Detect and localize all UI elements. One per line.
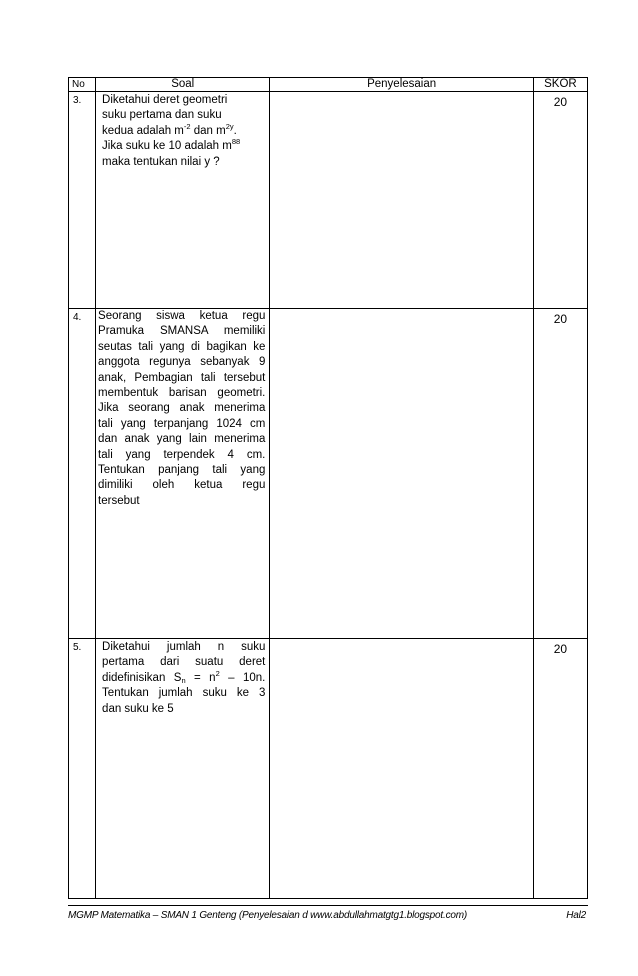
question-line: Seorang siswa ketua regu [98, 310, 266, 322]
table-row [69, 639, 588, 899]
table-row [69, 92, 588, 309]
question-text-part: = n [185, 671, 216, 684]
answer-cell[interactable] [270, 639, 534, 899]
question-text [96, 639, 269, 717]
table-row [69, 309, 588, 639]
question-text [96, 92, 269, 170]
question-line: tali yang terpendek 4 cm. [98, 448, 266, 461]
question-line: membentuk barisan geometri. [98, 387, 266, 400]
header-penyelesaian: Penyelesaian [270, 78, 534, 92]
footer-source: MGMP Matematika – SMAN 1 Genteng (Penyelesaian d www.abdullahmatgtg1.blogspot.com) [68, 910, 467, 921]
question-line: maka tentukan nilai y ? [102, 155, 220, 168]
question-text-part: kedua adalah m [102, 124, 184, 137]
question-line: tali yang terpanjang 1024 cm [98, 417, 266, 430]
question-line [102, 121, 265, 139]
page-footer [68, 905, 588, 921]
question-line: Diketahui deret geometri [102, 94, 228, 106]
question-text-part: . [233, 124, 237, 137]
question-line: tersebut [98, 494, 140, 507]
exponent: 88 [231, 137, 241, 147]
question-line: dan suku ke 5 [102, 702, 174, 715]
question-text-part: dan m [190, 124, 226, 137]
question-text-part: – 10n. [219, 671, 266, 684]
question-line: Tentukan jumlah suku ke 3 [102, 687, 266, 700]
question-line: Jika seorang anak menerima [98, 402, 266, 415]
question-table [68, 77, 588, 899]
score-cell: 20 [533, 309, 587, 639]
question-line: Tentukan panjang tali yang [98, 464, 266, 477]
header-no: No [69, 78, 96, 92]
answer-cell[interactable] [270, 309, 534, 639]
question-line [102, 668, 266, 686]
score-cell: 20 [533, 92, 587, 309]
row-number: 5. [69, 639, 96, 899]
exponent: 2 [215, 668, 220, 678]
page-number: Hal2 [566, 910, 586, 921]
question-line: Diketahui jumlah n suku [102, 641, 266, 653]
answer-cell[interactable] [270, 92, 534, 309]
row-number: 3. [69, 92, 96, 309]
question-line: dimiliki oleh ketua regu [98, 479, 266, 492]
question-line: suku pertama dan suku [102, 109, 222, 122]
question-line: anak, Pembagian tali tersebut [98, 371, 266, 384]
row-number: 4. [69, 309, 96, 639]
subscript: n [181, 675, 186, 685]
question-cell [96, 309, 270, 639]
question-text-part: Jika suku ke 10 adalah m [102, 140, 232, 153]
question-cell [96, 92, 270, 309]
header-soal: Soal [96, 78, 270, 92]
question-line: dan anak yang lain menerima [98, 433, 266, 446]
table-header-row [69, 78, 588, 92]
question-text-part: didefinisikan S [102, 671, 182, 684]
question-line: anggota regunya sebanyak 9 [98, 356, 266, 369]
question-line: Pramuka SMANSA memiliki [98, 325, 266, 338]
score-cell: 20 [533, 639, 587, 899]
question-text [96, 309, 269, 509]
question-line [102, 139, 265, 154]
question-line: pertama dari suatu deret [102, 656, 266, 669]
question-cell [96, 639, 270, 899]
header-skor: SKOR [533, 78, 587, 92]
exponent: 2y [225, 121, 234, 131]
exponent: -2 [183, 121, 191, 131]
question-line: seutas tali yang di bagikan ke [98, 340, 266, 353]
